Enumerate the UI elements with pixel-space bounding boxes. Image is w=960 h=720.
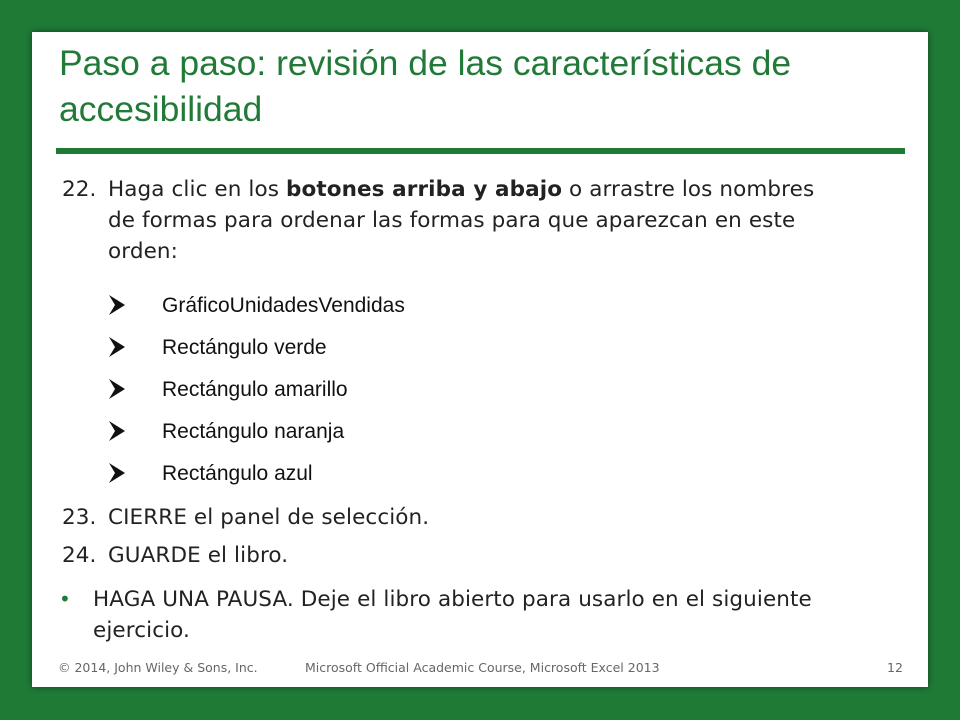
pause-instruction: Deje el libro abierto para usarlo en el siguiente ejercicio. [93,587,812,643]
order-list-label: Rectángulo verde [162,336,327,359]
arrowhead-bullet-icon [108,294,126,316]
step-item [62,174,822,267]
pause-label: HAGA UNA PAUSA. [93,587,294,612]
order-list-label: Rectángulo amarillo [162,378,348,401]
arrowhead-bullet-icon [108,420,126,442]
footer-page-number: 12 [887,660,903,675]
step-text [62,174,822,267]
arrowhead-bullet-icon [108,378,126,400]
order-list-label: Rectángulo azul [162,462,313,485]
slide-title: Paso a paso: revisión de las características de accesibilidad [59,43,792,129]
step-text-plain: Haga clic en los [108,177,286,202]
arrowhead-bullet-icon [108,336,126,358]
arrowhead-bullet-icon [108,462,126,484]
dot-bullet-icon: • [59,587,71,611]
pause-text [59,584,859,646]
footer-copyright: © 2014, John Wiley & Sons, Inc. [58,660,258,675]
step-text-plain: o arrastre los nombres de formas para ordenar las formas para que aparezcan en este orden: [108,177,815,264]
step-item [62,540,822,571]
order-list-label: Rectángulo naranja [162,420,345,443]
step-text: CIERRE el panel de selección. [108,505,430,530]
step-text-bold: botones arriba y abajo [285,177,563,202]
step-text: GUARDE el libro. [108,543,289,568]
step-number: 22. [62,177,97,202]
step-item [62,502,822,533]
slide [32,32,928,687]
footer-course: Microsoft Official Academic Course, Microsoft Excel 2013 [305,660,660,675]
pause-item [59,584,859,646]
slide-content [32,32,928,687]
step-number: 24. [62,543,97,568]
step-number: 23. [62,505,97,530]
order-list-label: GráficoUnidadesVendidas [162,294,405,317]
